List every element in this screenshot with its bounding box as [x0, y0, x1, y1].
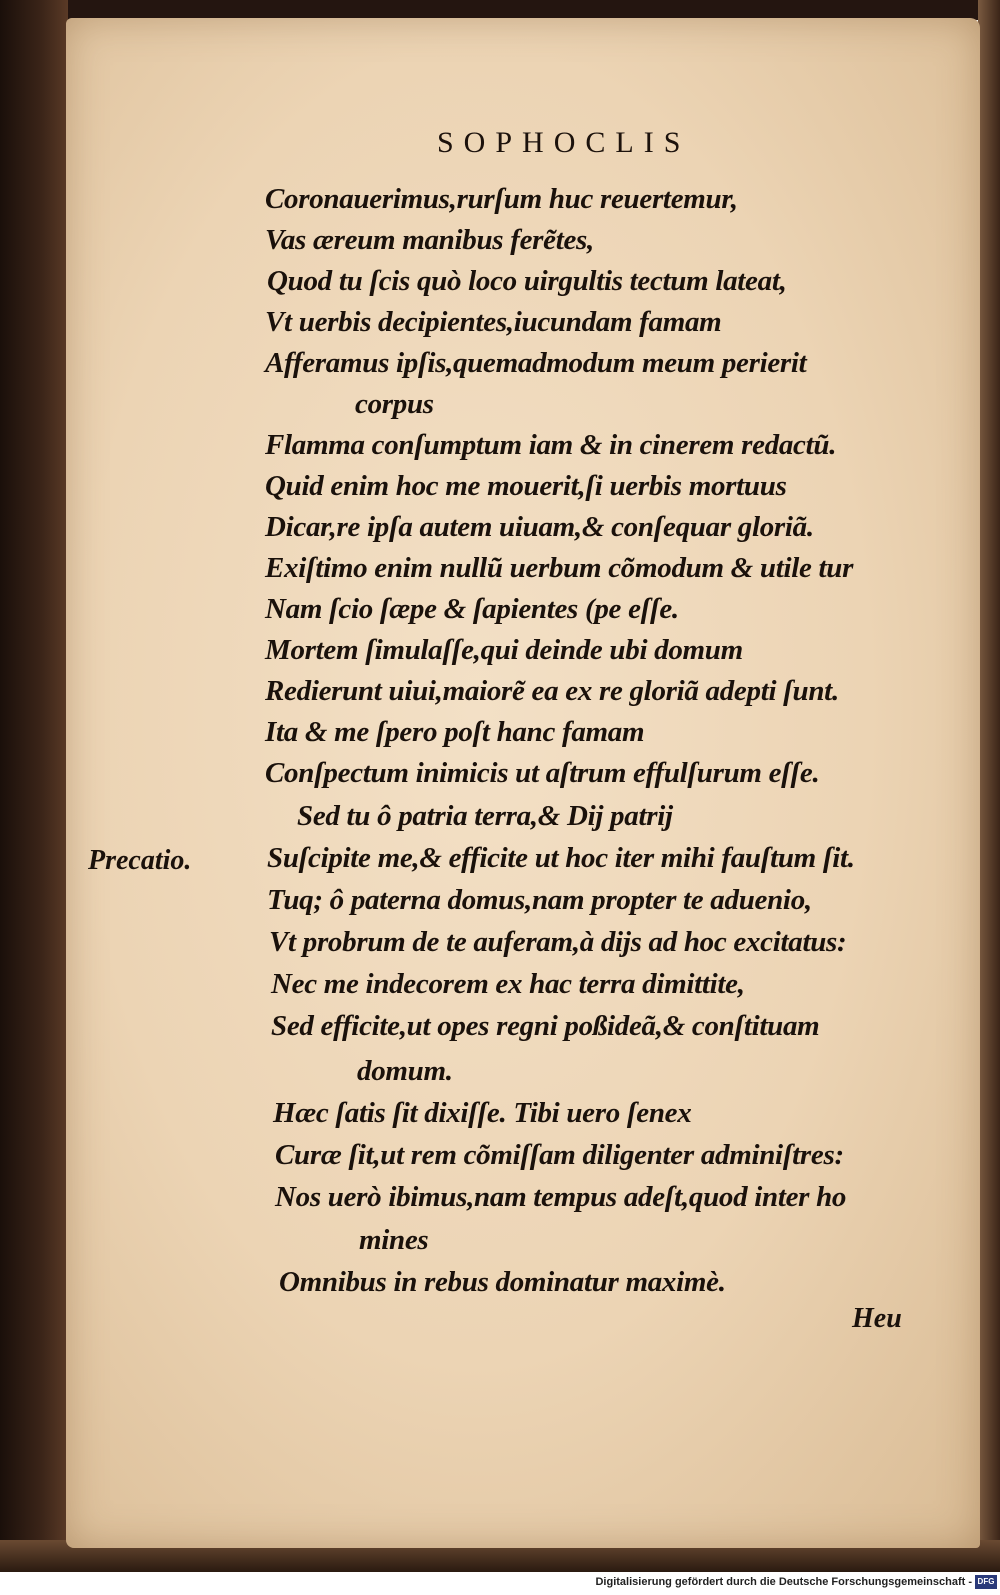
- verse-line: Sed tu ô patria terra,& Dij patrij: [297, 800, 673, 832]
- verse-line: Hæc ſatis ſit dixiſſe. Tibi uero ſenex: [273, 1097, 692, 1129]
- verse-line: Curæ ſit,ut rem cõmiſſam diligenter adminiſtres:: [275, 1139, 844, 1171]
- verse-line: Exiſtimo enim nullũ uerbum cõmodum & utile tur: [265, 552, 854, 584]
- verse-line: Nos uerò ibimus,nam tempus adeſt,quod inter ho: [275, 1181, 847, 1213]
- verse-line: Omnibus in rebus dominatur maximè.: [279, 1266, 726, 1298]
- marginal-note: Precatio.: [88, 845, 192, 876]
- verse-line: Dicar,re ipſa autem uiuam,& conſequar gloriã.: [265, 511, 814, 543]
- verse-line: Quid enim hoc me mouerit,ſi uerbis mortuus: [265, 470, 787, 502]
- verse-line: Tuq; ô paterna domus,nam propter te aduenio,: [267, 884, 812, 916]
- verse-line: Redierunt uiui,maiorẽ ea ex re gloriã adepti ſunt.: [265, 675, 839, 707]
- verse-line: Flamma conſumptum iam & in cinerem redactũ.: [265, 429, 837, 461]
- verse-line: Mortem ſimulaſſe,qui deinde ubi domum: [265, 634, 743, 666]
- verse-line: Conſpectum inimicis ut aſtrum effulſurum eſſe.: [265, 757, 820, 789]
- verse-line: Vt uerbis decipientes,iucundam famam: [265, 306, 722, 338]
- verse-line: Vas æreum manibus ferẽtes,: [265, 224, 594, 256]
- verse-line: Coronauerimus,rurſum huc reuertemur,: [265, 183, 738, 215]
- verse-line: Sed efficite,ut opes regni poßideã,& conſtituam: [271, 1010, 820, 1042]
- verse-line: Quod tu ſcis quò loco uirgultis tectum lateat,: [267, 265, 787, 297]
- verse-line: domum.: [357, 1055, 453, 1087]
- verse-line: mines: [359, 1224, 429, 1256]
- verse-line: Nam ſcio ſæpe & ſapientes (pe eſſe.: [265, 593, 679, 625]
- dfg-logo-icon: DFG: [975, 1575, 997, 1589]
- verse-line: Afferamus ipſis,quemadmodum meum perierit: [265, 347, 807, 379]
- catchword: Heu: [852, 1303, 902, 1334]
- verse-line: Nec me indecorem ex hac terra dimittite,: [271, 968, 745, 1000]
- verse-line: Vt probrum de te auferam,à dijs ad hoc excitatus:: [269, 926, 847, 958]
- verse-line: corpus: [355, 388, 434, 420]
- running-head: SOPHOCLIS: [437, 126, 691, 159]
- verse-line: Ita & me ſpero poſt hanc famam: [265, 716, 645, 748]
- verse-line: Suſcipite me,& efficite ut hoc iter mihi fauſtum ſit.: [267, 842, 855, 874]
- funding-credit: Digitalisierung gefördert durch die Deutsche Forschungsgemeinschaft -: [595, 1576, 972, 1588]
